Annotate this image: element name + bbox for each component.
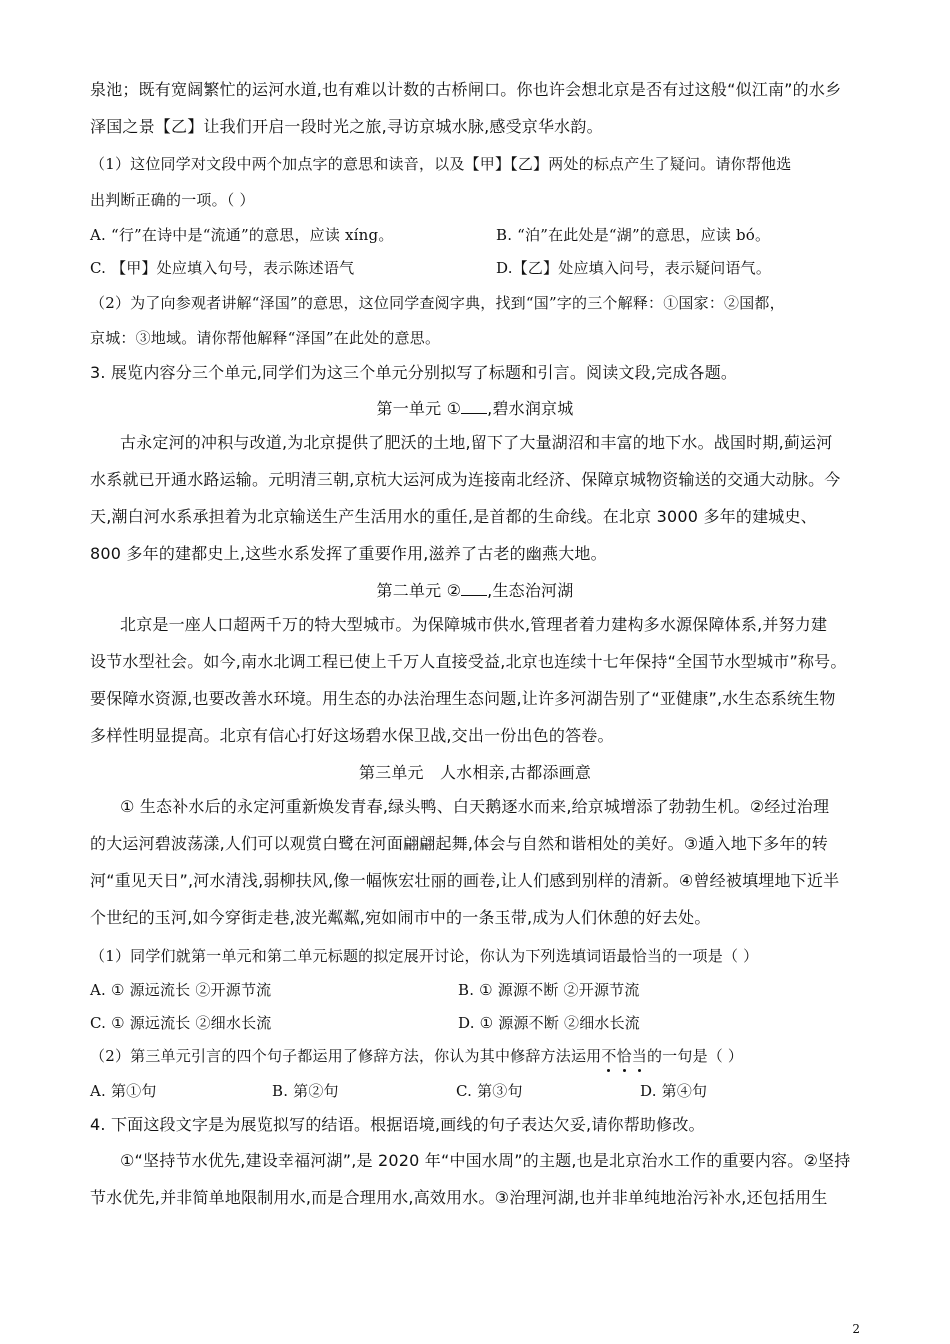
q3-option-d: D. ① 源源不断 ②细水长流 <box>458 1014 641 1032</box>
unit1-title-pre: 第一单元 ① <box>376 399 462 418</box>
unit1-title <box>0 398 950 420</box>
unit1-para-line-2: 水系就已开通水路运输。元明清三朝,京杭大运河成为连接南北经济、保障京城物资输送的交通大动脉。今 <box>90 470 841 489</box>
q3-option-a: A. ① 源远流长 ②开源节流 <box>90 981 272 999</box>
unit3-title: 第三单元 人水相亲,古都添画意 <box>358 763 592 782</box>
unit2-para-line-2: 设节水型社会。如今,南水北调工程已使上千万人直接受益,北京也连续十七年保持“全国节水型城市”称号。 <box>90 652 847 671</box>
q3-choice-c: C. 第③句 <box>456 1082 523 1100</box>
unit1-title-post: ,碧水润京城 <box>487 399 574 418</box>
q2-option-a: A. “行”在诗中是“流通”的意思，应读 xíng。 <box>90 226 394 244</box>
unit2-blank <box>461 581 487 596</box>
q3-sub1: （1）同学们就第一单元和第二单元标题的拟定展开讨论，你认为下列选填词语最恰当的一项是（ ） <box>90 947 759 965</box>
q2-sub1-line-2: 出判断正确的一项。（ ） <box>90 191 255 209</box>
unit3-para-line-2: 的大运河碧波荡漾,人们可以观赏白鹭在河面翩翩起舞,体会与自然和谐相处的美好。③遁入地下多年的转 <box>90 834 828 853</box>
unit1-blank <box>461 399 487 414</box>
q4-para-line-2: 节水优先,并非简单地限制用水,而是合理用水,高效用水。③治理河湖,也并非单纯地治污补水,还包括用生 <box>90 1188 828 1207</box>
q3-sub2-pre: （2）第三单元引言的四个句子都运用了修辞方法，你认为其中修辞方法运用 <box>90 1047 602 1065</box>
unit3-para-line-4: 个世纪的玉河,如今穿街走巷,波光粼粼,宛如闹市中的一条玉带,成为人们休憩的好去处。 <box>90 908 711 927</box>
q2-option-d: D.【乙】处应填入问号，表示疑问语气。 <box>496 259 772 277</box>
q4-para-line-1: ①“坚持节水优先,建设幸福河湖”,是 2020 年“中国水周”的主题,也是北京治水工作的重要内容。②坚持 <box>120 1151 851 1170</box>
q3-choice-d: D. 第④句 <box>640 1082 708 1100</box>
unit2-title-post: ,生态治河湖 <box>487 581 574 600</box>
unit2-para-line-1: 北京是一座人口超两千万的特大型城市。为保障城市供水,管理者着力建构多水源保障体系,并努力建 <box>120 615 828 634</box>
q2-sub2-line-2: 京城：③地域。请你帮他解释“泽国”在此处的意思。 <box>90 329 441 347</box>
q3-option-b: B. ① 源源不断 ②开源节流 <box>458 981 640 999</box>
q3-stem: 3. 展览内容分三个单元,同学们为这三个单元分别拟写了标题和引言。阅读文段,完成各题。 <box>90 363 738 382</box>
unit3-para-line-3: 河“重见天日”,河水清浅,弱柳扶风,像一幅恢宏壮丽的画卷,让人们感到别样的清新。④曾经被填埋地下近半 <box>90 871 840 890</box>
q2-option-b: B. “泊”在此处是“湖”的意思，应读 bó。 <box>496 226 771 244</box>
intro-line-2: 泽国之景【乙】让我们开启一段时光之旅,寻访京城水脉,感受京华水韵。 <box>90 117 603 136</box>
unit2-title <box>0 580 950 602</box>
q2-sub1-line-1: （1）这位同学对文段中两个加点字的意思和读音，以及【甲】【乙】两处的标点产生了疑问。请你帮他选 <box>90 155 792 173</box>
unit3-para-line-1: ① 生态补水后的永定河重新焕发青春,绿头鸭、白天鹅逐水而来,给京城增添了勃勃生机。②经过治理 <box>120 797 830 816</box>
q3-choice-a: A. 第①句 <box>90 1082 157 1100</box>
emphasis-char-3: 当 <box>631 1047 647 1065</box>
q4-stem: 4. 下面这段文字是为展览拟写的结语。根据语境,画线的句子表达欠妥,请你帮助修改。 <box>90 1115 705 1134</box>
unit1-para-line-3: 天,潮白河水系承担着为北京输送生产生活用水的重任,是首都的生命线。在北京 3000 多年的建城史、 <box>90 507 817 526</box>
unit1-para-line-1: 古永定河的冲积与改道,为北京提供了肥沃的土地,留下了大量湖沼和丰富的地下水。战国时期,蓟运河 <box>120 433 833 452</box>
intro-line-1: 泉池；既有宽阔繁忙的运河水道,也有难以计数的古桥闸口。你也许会想北京是否有过这般“似江南”的水乡 <box>90 80 842 99</box>
q3-sub2-post: 的一句是（ ） <box>646 1047 744 1065</box>
q2-option-c: C. 【甲】处应填入句号，表示陈述语气 <box>90 259 355 277</box>
q3-sub2 <box>90 1045 743 1067</box>
page-number: 2 <box>852 1322 860 1336</box>
emphasis-char-1: 不 <box>601 1047 617 1065</box>
q2-sub2-line-1: （2）为了向参观者讲解“泽国”的意思，这位同学查阅字典，找到“国”字的三个解释：①国家：②国都， <box>90 294 785 312</box>
q3-choice-b: B. 第②句 <box>272 1082 339 1100</box>
unit2-para-line-4: 多样性明显提高。北京有信心打好这场碧水保卫战,交出一份出色的答卷。 <box>90 726 614 745</box>
unit1-para-line-4: 800 多年的建都史上,这些水系发挥了重要作用,滋养了古老的幽燕大地。 <box>90 544 607 563</box>
unit2-para-line-3: 要保障水资源,也要改善水环境。用生态的办法治理生态问题,让许多河湖告别了“亚健康”,水生态系统生物 <box>90 689 836 708</box>
q3-option-c: C. ① 源远流长 ②细水长流 <box>90 1014 272 1032</box>
unit2-title-pre: 第二单元 ② <box>376 581 462 600</box>
emphasis-char-2: 恰 <box>616 1047 632 1065</box>
